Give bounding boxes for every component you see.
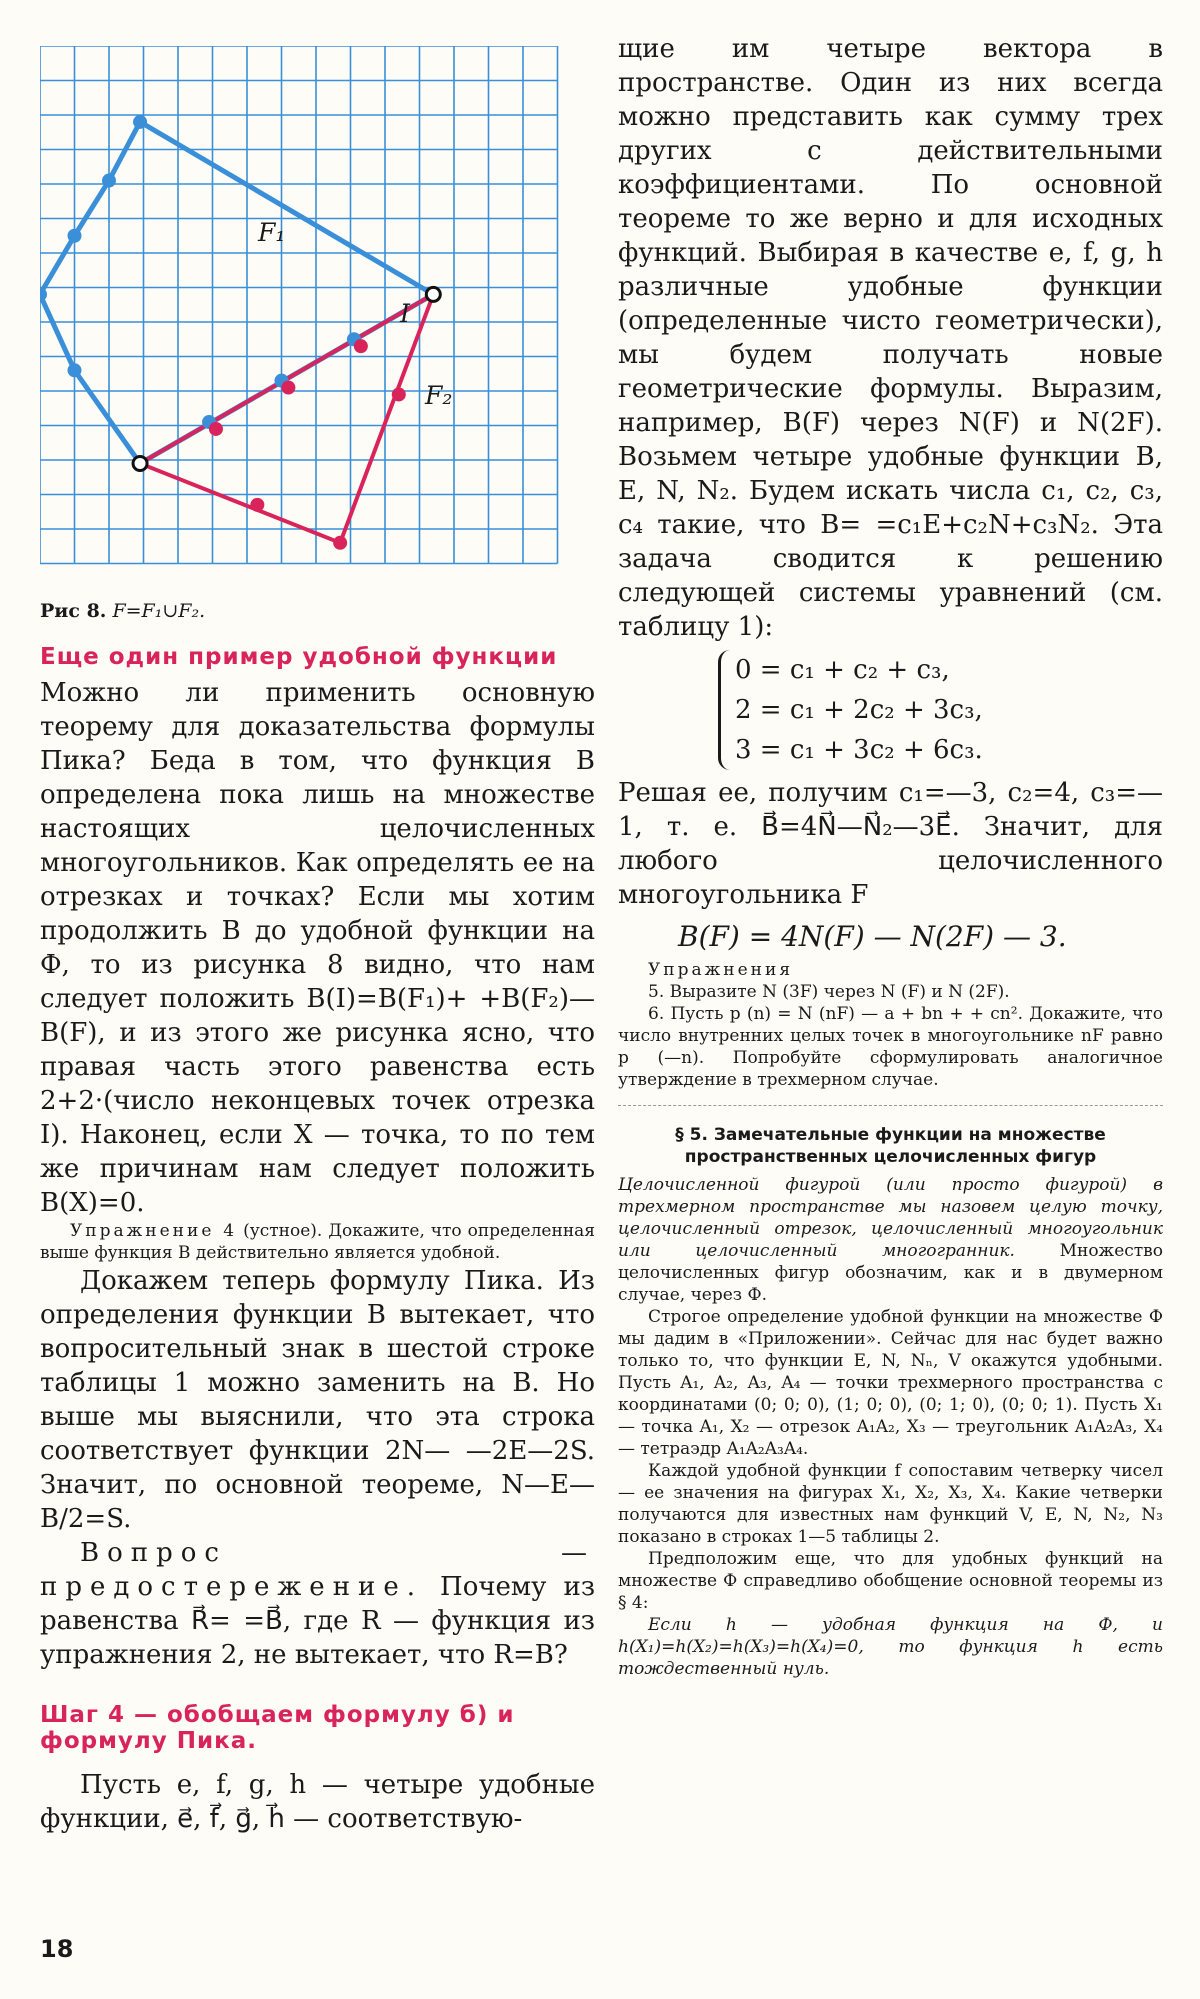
section-paragraph-2: Строгое определение удобной функции на множестве Ф мы дадим в «Приложении». Сейчас для нас будет важно только то, что функции E, N, Nₙ, V окажутся удобными. Пусть A₁, A₂, A₃, A₄ — точки трехмерного пространства с координатами (0; 0; 0), (1; 0; 0), (0; 1; 0), (0; 0; 1). Пусть X₁ — точка A₁, X₂ — отрезок A₁A₂, X₃ — треугольник A₁A₂A₃, X₄ — тетраэдр A₁A₂A₃A₄. — [618, 1307, 1163, 1459]
section-paragraph-1 — [618, 1174, 1163, 1306]
vertex-dot-red — [354, 339, 368, 353]
paragraph-four-functions: Пусть e, f, g, h — четыре удобные функции, e⃗, f⃗, g⃗, h⃗ — соответствую- — [40, 1770, 595, 1834]
exercise-4-text: (устное). Докажите, что определенная выше функция B действительно является удобной. — [40, 1221, 596, 1263]
label-i: I — [400, 299, 410, 328]
section-5-title: § 5. Замечательные функции на множестве пространственных целочисленных фигур — [675, 1125, 1106, 1167]
exercise-4 — [40, 1220, 595, 1264]
figure-8 — [40, 46, 560, 586]
paragraph-vectors: щие им четыре вектора в пространстве. Один из них всегда можно представить как сумму трех других с действительными коэффициентами. По основной теореме то же верно и для исходных функций. Выбирая в качестве e, f, g, h различные удобные функции (определенные чисто геометрически), мы будем получать новые геометрические формулы. Выразим, например, B(F) через N(F) и N(2F). Возьмем четыре удобные функции B, E, N, N₂. Будем искать числа c₁, c₂, c₃, c₄ такие, что B= =c₁E+c₂N+c₃N₂. Эта задача сводится к решению следующей системы уравнений (см. таблицу 1): — [618, 34, 1163, 642]
endpoint-circle — [426, 287, 440, 301]
section-paragraph-3: Каждой удобной функции f сопоставим четверку чисел — ее значения на фигурах X₁, X₂, X₃, X₄. Какие четверки получаются для известных нам функций V, E, N, N₂, N₃ показано в строках 1—5 таблицы 2. — [618, 1461, 1163, 1547]
vertex-dot-red — [281, 381, 295, 395]
caption-formula: F=F₁∪F₂. — [112, 600, 206, 622]
paragraph-solution: Решая ее, получим c₁=—3, c₂=4, c₃=—1, т. е. B⃗=4N⃗—N⃗₂—3E⃗. Значит, для любого целочисленного многоугольника F — [618, 778, 1163, 910]
endpoint-circle — [133, 456, 147, 470]
polygon-f2 — [140, 294, 433, 542]
polygon-f1 — [40, 122, 433, 464]
exercise-5: 5. Выразите N (3F) через N (F) и N (2F). — [648, 982, 1010, 1002]
equation-system — [718, 650, 1163, 770]
heading-another-example: Еще один пример удобной функции — [40, 644, 558, 670]
question-label: Вопрос — предостережение. — [40, 1538, 595, 1602]
label-f1: F₁ — [258, 218, 286, 247]
section-paragraph-5 — [618, 1614, 1163, 1680]
vertex-dot-red — [392, 387, 406, 401]
equation-2: 2 = c₁ + 2c₂ + 3c₃, — [735, 695, 983, 725]
vertex-dot-blue — [68, 363, 82, 377]
right-column — [618, 32, 1163, 1680]
question-text: Почему из равенства R⃗= =B⃗, где R — функция из упражнения 2, не вытекает, что R=B? — [40, 1572, 595, 1670]
vertex-dot-blue — [133, 115, 147, 129]
figure-caption — [40, 600, 595, 622]
exercises-title: Упражнения — [648, 960, 794, 980]
paragraph-prove-pick: Докажем теперь формулу Пика. Из определения функции B вытекает, что вопросительный знак в шестой строке таблицы 1 можно заменить на B. Но выше мы выяснили, что эта строка соответствует функции 2N— —2E—2S. Значит, по основной теореме, N—E— B/2=S. — [40, 1266, 595, 1534]
caption-prefix: Рис 8. — [40, 600, 107, 622]
heading-step-4: Шаг 4 — обобщаем формулу б) и формулу Пика. — [40, 1702, 515, 1754]
vertex-dot-blue — [102, 174, 116, 188]
page-number: 18 — [40, 1935, 74, 1963]
paragraph-pick-theorem: Можно ли применить основную теорему для доказательства формулы Пика? Беда в том, что функция B определена пока лишь на множестве настоящих целочисленных многоугольников. Как определять ее на отрезках и точках? Если мы хотим продолжить B до удобной функции на Ф, то из рисунка 8 видно, что нам следует положить B(I)=B(F₁)+ +B(F₂)—B(F), и из этого же рисунка ясно, что правая часть этого равенства есть 2+2·(число неконцевых точек отрезка I). Наконец, если X — точка, то по тем же причинам нам следует положить B(X)=0. — [40, 678, 595, 1218]
section-paragraph-1-italic: Целочисленной фигурой (или просто фигурой) в трехмерном пространстве мы назовем целую точку, целочисленный отрезок, целочисленный многоугольник или целочисленный многогранник. — [618, 1175, 1163, 1261]
section-paragraph-5-italic: Если h — удобная функция на Ф, и h(X₁)=h(X₂)=h(X₃)=h(X₄)=0, то функция h есть тождественный нуль. — [618, 1615, 1163, 1679]
vertex-dot-blue — [68, 229, 82, 243]
label-f2: F₂ — [425, 381, 453, 410]
section-paragraph-4: Предположим еще, что для удобных функций на множестве Ф справедливо обобщение основной теоремы из § 4: — [618, 1549, 1163, 1613]
vertex-dot-red — [250, 498, 264, 512]
section-paragraph-1-rest: Множество целочисленных фигур обозначим, как и в двумерном случае, через Ф. — [618, 1241, 1163, 1305]
equation-1: 0 = c₁ + c₂ + c₃, — [735, 655, 950, 685]
section-divider — [618, 1105, 1163, 1106]
vertex-dot-red — [333, 536, 347, 550]
vertex-dot-red — [209, 422, 223, 436]
exercise-6: 6. Пусть p (n) = N (nF) — a + bn + + cn². Докажите, что число внутренних целых точек в многоугольнике nF равно p (—n). Попробуйте сформулировать аналогичное утверждение в трехмерном случае. — [618, 1004, 1163, 1090]
figure-8-drawing — [40, 46, 560, 586]
exercise-4-label: Упражнение 4 — [70, 1221, 238, 1241]
formula-bf: B(F) = 4N(F) — N(2F) — 3. — [678, 920, 1067, 953]
left-column — [40, 40, 595, 1836]
equation-3: 3 = c₁ + 3c₂ + 6c₃. — [735, 735, 983, 765]
question-warning — [40, 1536, 595, 1672]
vertex-dot-blue — [40, 287, 47, 301]
